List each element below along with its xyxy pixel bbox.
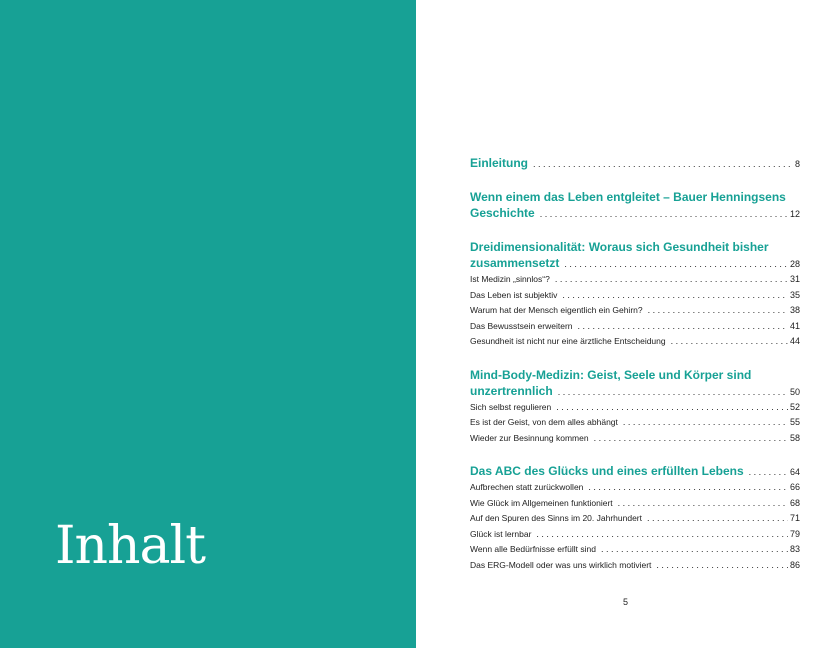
- toc-subsection[interactable]: [470, 303, 800, 319]
- dot-leader: [648, 303, 788, 319]
- toc-page-number: 52: [789, 401, 800, 412]
- toc-subsection[interactable]: [470, 511, 800, 527]
- toc-chapter-dreidimensionalitaet[interactable]: [470, 255, 800, 272]
- dot-leader: [562, 288, 788, 304]
- toc-page-number: 86: [789, 559, 800, 570]
- toc-chapter-title-line: Dreidimensionalität: Woraus sich Gesundheit bisher: [470, 240, 769, 254]
- toc-chapter-label: Das ABC des Glücks und eines erfüllten Lebens: [470, 464, 744, 478]
- toc-subsection-label: Wenn alle Bedürfnisse erfüllt sind: [470, 544, 596, 554]
- toc-page-number: 38: [789, 305, 800, 315]
- left-page-panel: [0, 0, 416, 648]
- toc-page-number: 79: [789, 528, 800, 539]
- toc-subsection-label: Aufbrechen statt zurückwollen: [470, 482, 584, 492]
- dot-leader: [564, 256, 788, 272]
- right-page: [416, 0, 833, 648]
- dot-leader: [749, 464, 788, 480]
- toc-chapter-label: zusammensetzt: [470, 256, 560, 270]
- toc-page-number: 35: [789, 289, 800, 300]
- toc-page-number: 44: [789, 336, 800, 346]
- page-title: Inhalt: [55, 516, 206, 576]
- toc-subsection-label: Auf den Spuren des Sinns im 20. Jahrhundert: [470, 513, 642, 523]
- toc-subsection[interactable]: [470, 319, 800, 335]
- toc-subsection-label: Gesundheit ist nicht nur eine ärztliche Entscheidung: [470, 336, 666, 346]
- toc-chapter-bauer-henningsen[interactable]: [470, 205, 800, 222]
- dot-leader: [536, 527, 788, 543]
- toc-subsection-label: Das Bewusstsein erweitern: [470, 320, 573, 331]
- table-of-contents: [470, 155, 800, 573]
- dot-leader: [601, 542, 788, 558]
- dot-leader: [671, 334, 788, 350]
- toc-subsection-label: Ist Medizin „sinnlos“?: [470, 274, 550, 284]
- toc-subsection[interactable]: [470, 431, 800, 447]
- dot-leader: [533, 156, 793, 172]
- toc-subsection[interactable]: [470, 334, 800, 350]
- toc-subsection[interactable]: [470, 558, 800, 574]
- dot-leader: [647, 511, 788, 527]
- dot-leader: [594, 431, 788, 447]
- toc-page-number: 8: [794, 159, 800, 169]
- toc-subsection[interactable]: [470, 415, 800, 431]
- dot-leader: [618, 496, 788, 512]
- dot-leader: [656, 558, 788, 574]
- dot-leader: [556, 400, 788, 416]
- dot-leader: [623, 415, 788, 431]
- toc-chapter-label: Einleitung: [470, 156, 528, 170]
- toc-page-number: 55: [789, 417, 800, 427]
- toc-chapter-abc-des-gluecks[interactable]: [470, 463, 800, 480]
- toc-page-number: 41: [789, 320, 800, 331]
- toc-page-number: 12: [789, 209, 800, 219]
- toc-page-number: 66: [789, 482, 800, 492]
- toc-chapter-title-line: Wenn einem das Leben entgleitet – Bauer Henningsens: [470, 190, 786, 204]
- toc-subsection-label: Sich selbst regulieren: [470, 401, 552, 412]
- toc-chapter-mind-body-medizin[interactable]: [470, 383, 800, 400]
- dot-leader: [588, 480, 788, 496]
- dot-leader: [555, 272, 788, 288]
- toc-page-number: 28: [789, 259, 800, 269]
- toc-subsection-label: Glück ist lernbar: [470, 528, 532, 539]
- toc-subsection[interactable]: [470, 288, 800, 304]
- toc-subsection-label: Warum hat der Mensch eigentlich ein Gehirn?: [470, 305, 643, 315]
- toc-subsection-label: Das Leben ist subjektiv: [470, 289, 558, 300]
- toc-subsection[interactable]: [470, 542, 800, 558]
- toc-subsection[interactable]: [470, 480, 800, 496]
- toc-page-number: 50: [789, 386, 800, 397]
- toc-page-number: 71: [789, 513, 800, 523]
- toc-page-number: 68: [789, 497, 800, 508]
- dot-leader: [578, 319, 788, 335]
- toc-subsection-label: Das ERG-Modell oder was uns wirklich motiviert: [470, 559, 652, 570]
- toc-subsection-label: Es ist der Geist, von dem alles abhängt: [470, 417, 618, 427]
- toc-page-number: 31: [789, 274, 800, 284]
- toc-page-number: 58: [789, 432, 800, 443]
- toc-subsection-label: Wie Glück im Allgemeinen funktioniert: [470, 497, 613, 508]
- toc-page-number: 64: [789, 467, 800, 477]
- toc-subsection[interactable]: [470, 400, 800, 416]
- toc-subsection-label: Wieder zur Besinnung kommen: [470, 432, 589, 443]
- dot-leader: [558, 384, 788, 400]
- toc-chapter-title-line: Mind-Body-Medizin: Geist, Seele und Körper sind: [470, 367, 752, 382]
- toc-subsection[interactable]: [470, 272, 800, 288]
- toc-chapter-label: unzertrennlich: [470, 383, 553, 398]
- toc-page-number: 83: [789, 544, 800, 554]
- toc-chapter-einleitung[interactable]: [470, 155, 800, 172]
- toc-chapter-label: Geschichte: [470, 206, 535, 220]
- page-number: 5: [623, 597, 629, 607]
- toc-subsection[interactable]: [470, 496, 800, 512]
- dot-leader: [540, 206, 788, 222]
- toc-subsection[interactable]: [470, 527, 800, 543]
